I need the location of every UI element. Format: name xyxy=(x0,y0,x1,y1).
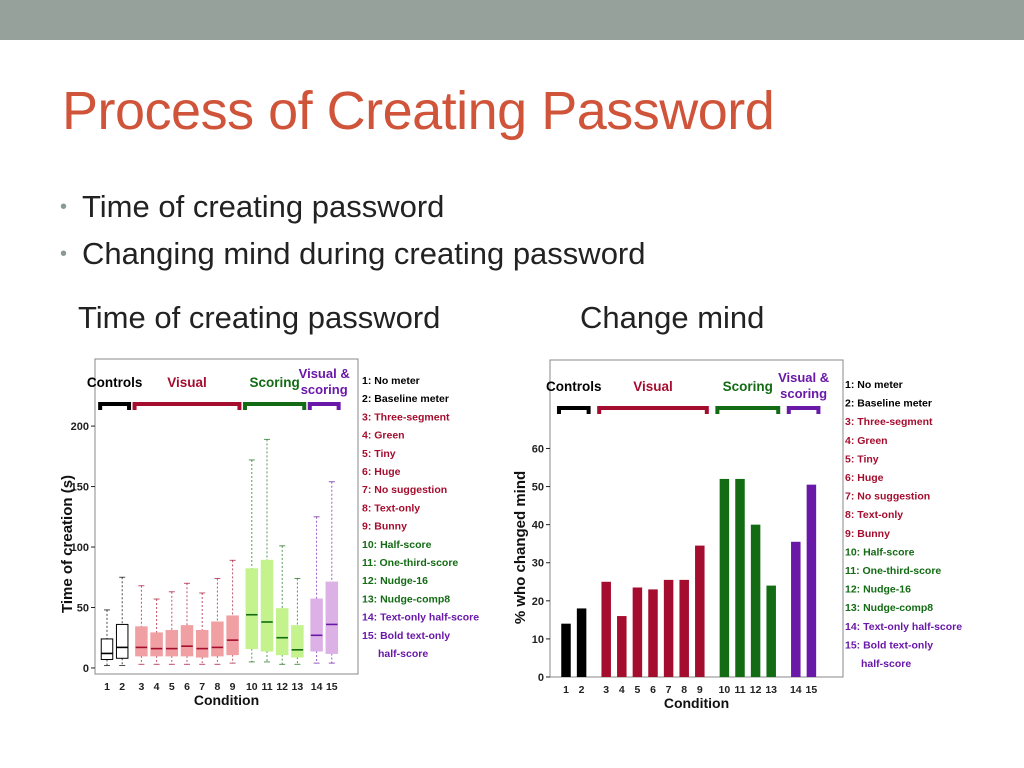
y-tick-label: 40 xyxy=(531,519,544,532)
legend-entry: 3: Three-segment xyxy=(845,416,933,429)
legend-entry: 5: Tiny xyxy=(362,447,396,460)
group-bracket xyxy=(245,404,304,410)
group-label: Scoring xyxy=(249,375,300,390)
bar xyxy=(751,525,761,677)
x-tick-label: 10 xyxy=(718,684,731,696)
group-label: Visual & xyxy=(298,366,350,381)
group-bracket xyxy=(717,408,778,414)
top-bar xyxy=(0,0,1024,40)
x-tick-label: 4 xyxy=(153,681,160,693)
legend-entry: half-score xyxy=(378,648,429,660)
box xyxy=(261,560,273,651)
group-bracket xyxy=(789,408,819,414)
group-bracket xyxy=(100,404,129,410)
y-axis-label: Time of creation (s) xyxy=(59,474,76,614)
x-tick-label: 6 xyxy=(650,684,656,696)
bullet-text: Changing mind during creating password xyxy=(82,236,646,271)
bar xyxy=(791,542,801,677)
x-tick-label: 12 xyxy=(749,684,762,696)
legend-entry: 4: Green xyxy=(845,434,888,447)
barchart-svg xyxy=(505,352,970,722)
x-tick-label: 4 xyxy=(618,684,625,696)
x-tick-label: 2 xyxy=(578,684,585,696)
x-tick-label: 7 xyxy=(665,684,672,696)
x-tick-label: 11 xyxy=(734,684,746,696)
bar xyxy=(561,624,571,677)
legend-entry: 12: Nudge-16 xyxy=(845,583,911,596)
barchart-caption: Change mind xyxy=(580,300,765,335)
bar xyxy=(807,485,817,677)
y-tick-label: 10 xyxy=(531,633,544,646)
boxplot-chart xyxy=(50,352,480,717)
legend-entry: 14: Text-only half-score xyxy=(845,620,963,633)
box xyxy=(326,582,338,653)
x-tick-label: 6 xyxy=(184,681,190,693)
group-label: Visual xyxy=(167,375,207,390)
boxplot-caption: Time of creating password xyxy=(78,300,441,335)
x-tick-label: 10 xyxy=(245,681,258,693)
x-tick-label: 14 xyxy=(789,684,802,696)
bullet-dot-icon: • xyxy=(60,243,68,265)
group-bracket xyxy=(559,408,589,414)
bar xyxy=(679,580,689,677)
legend-entry: 12: Nudge-16 xyxy=(362,575,428,588)
y-tick-label: 100 xyxy=(70,542,89,555)
bar xyxy=(664,580,674,677)
x-tick-label: 14 xyxy=(310,681,323,693)
legend-entry: 10: Half-score xyxy=(845,546,915,559)
group-bracket xyxy=(599,408,707,414)
y-tick-label: 150 xyxy=(70,481,89,494)
legend-entry: 14: Text-only half-score xyxy=(362,611,480,624)
box xyxy=(292,626,304,657)
legend-entry: 6: Huge xyxy=(362,466,401,478)
legend-entry: 9: Bunny xyxy=(362,520,407,533)
boxplot-svg xyxy=(50,352,480,717)
x-tick-label: 2 xyxy=(119,681,126,693)
bullet-text: Time of creating password xyxy=(82,189,445,224)
y-tick-label: 30 xyxy=(531,557,544,570)
x-tick-label: 8 xyxy=(681,684,688,696)
legend-entry: half-score xyxy=(861,658,912,670)
x-axis-label: Condition xyxy=(663,695,730,711)
legend-entry: 1: No meter xyxy=(362,375,420,387)
box xyxy=(196,630,208,657)
x-tick-label: 1 xyxy=(563,684,569,696)
x-tick-label: 5 xyxy=(634,684,641,696)
legend-entry: 10: Half-score xyxy=(362,538,432,551)
legend-entry: 15: Bold text-only xyxy=(845,639,934,652)
box xyxy=(212,622,224,656)
x-tick-label: 3 xyxy=(138,681,145,693)
x-tick-label: 13 xyxy=(765,684,778,696)
group-label: Visual xyxy=(633,379,673,394)
x-axis-label: Condition xyxy=(193,692,260,708)
y-tick-label: 50 xyxy=(531,481,544,494)
legend-entry: 13: Nudge-comp8 xyxy=(362,593,451,606)
bullet-item xyxy=(60,233,646,280)
legend-entry: 7: No suggestion xyxy=(845,490,931,503)
x-tick-label: 1 xyxy=(104,681,110,693)
group-bracket xyxy=(310,404,339,410)
box xyxy=(181,626,193,656)
legend-entry: 5: Tiny xyxy=(845,453,879,466)
legend-entry: 1: No meter xyxy=(845,379,903,391)
group-bracket xyxy=(135,404,240,410)
bar xyxy=(720,479,730,677)
bar xyxy=(735,479,745,677)
legend-entry: 4: Green xyxy=(362,429,405,442)
group-label: Controls xyxy=(86,375,143,390)
legend-entry: 13: Nudge-comp8 xyxy=(845,602,934,615)
box xyxy=(101,639,113,660)
box xyxy=(151,633,163,656)
bar xyxy=(601,582,611,677)
bar xyxy=(633,587,643,677)
legend-entry: 2: Baseline meter xyxy=(845,397,932,410)
bullet-list xyxy=(60,186,646,280)
bar xyxy=(577,608,587,677)
legend-entry: 3: Three-segment xyxy=(362,411,450,424)
group-label: scoring xyxy=(300,382,348,397)
group-label: Visual & xyxy=(778,370,830,385)
x-tick-label: 9 xyxy=(696,684,703,696)
legend-entry: 8: Text-only xyxy=(845,509,904,522)
x-tick-label: 11 xyxy=(261,681,273,693)
box xyxy=(166,630,178,655)
box xyxy=(116,624,128,658)
bar xyxy=(648,589,658,677)
box xyxy=(246,569,257,649)
bar xyxy=(766,586,776,677)
bullet-dot-icon: • xyxy=(60,196,68,218)
bullet-item xyxy=(60,186,646,233)
group-label: Controls xyxy=(546,379,602,394)
x-tick-label: 15 xyxy=(325,681,338,693)
legend-entry: 8: Text-only xyxy=(362,502,421,515)
box xyxy=(227,616,239,655)
x-tick-label: 12 xyxy=(276,681,289,693)
y-tick-label: 60 xyxy=(531,443,544,456)
group-label: scoring xyxy=(780,386,828,401)
legend-entry: 11: One-third-score xyxy=(845,565,942,577)
group-label: Scoring xyxy=(722,379,773,394)
legend-entry: 11: One-third-score xyxy=(362,557,459,569)
box xyxy=(276,609,288,655)
x-tick-label: 15 xyxy=(805,684,818,696)
slide-title: Process of Creating Password xyxy=(62,81,775,141)
x-tick-label: 8 xyxy=(214,681,221,693)
x-tick-label: 9 xyxy=(229,681,236,693)
y-tick-label: 50 xyxy=(76,602,89,615)
y-tick-label: 0 xyxy=(537,672,544,684)
legend-entry: 7: No suggestion xyxy=(362,484,448,497)
box xyxy=(136,627,148,656)
bar xyxy=(617,616,627,677)
barchart-chart xyxy=(505,352,970,722)
x-tick-label: 5 xyxy=(168,681,175,693)
x-tick-label: 3 xyxy=(603,684,610,696)
legend-entry: 2: Baseline meter xyxy=(362,393,449,406)
x-tick-label: 7 xyxy=(199,681,206,693)
y-tick-label: 0 xyxy=(82,662,89,675)
y-axis-label: % who changed mind xyxy=(512,470,529,625)
y-tick-label: 200 xyxy=(70,421,89,434)
box xyxy=(311,599,323,651)
x-tick-label: 13 xyxy=(291,681,304,693)
legend-entry: 9: Bunny xyxy=(845,527,890,540)
y-tick-label: 20 xyxy=(531,595,544,608)
legend-entry: 15: Bold text-only xyxy=(362,629,451,642)
bar xyxy=(695,546,705,677)
legend-entry: 6: Huge xyxy=(845,472,884,484)
